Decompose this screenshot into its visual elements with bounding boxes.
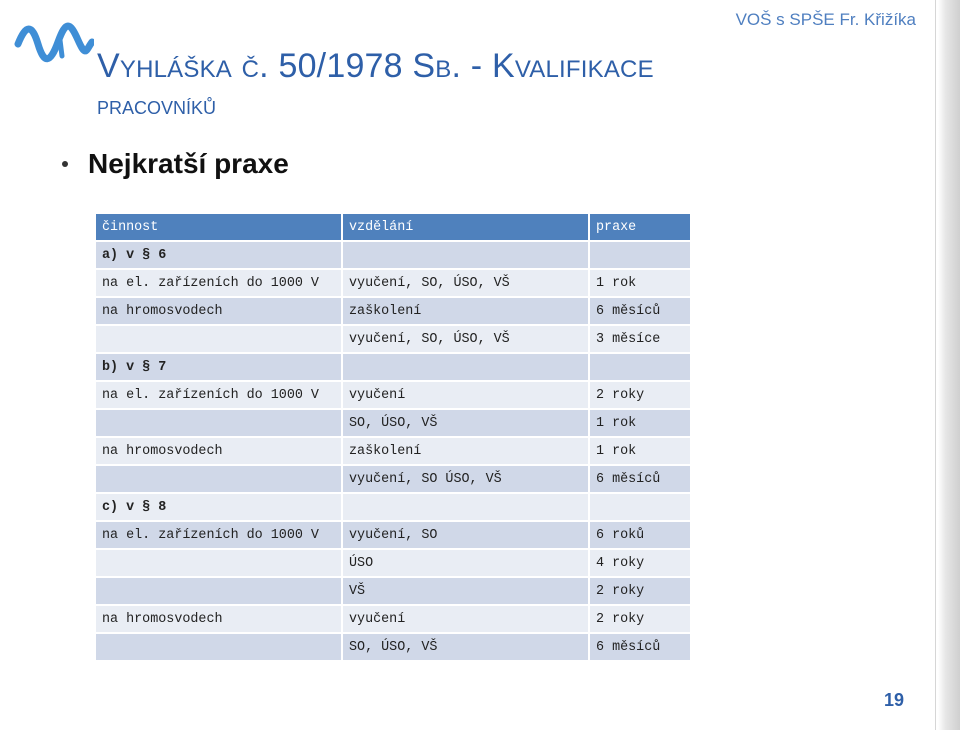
table-cell: 2 roky xyxy=(589,381,691,409)
bullet-dot-icon xyxy=(62,161,68,167)
table-cell: VŠ xyxy=(342,577,589,605)
table-row xyxy=(95,409,691,437)
table-row-section xyxy=(95,353,691,381)
table-cell: na el. zařízeních do 1000 V xyxy=(95,381,342,409)
table-cell: zaškolení xyxy=(342,437,589,465)
table-cell xyxy=(95,409,342,437)
table-cell xyxy=(589,241,691,269)
table-row xyxy=(95,521,691,549)
table-cell xyxy=(342,353,589,381)
table-cell: vyučení, SO, ÚSO, VŠ xyxy=(342,325,589,353)
table-cell: c) v § 8 xyxy=(95,493,342,521)
column-header-praxe: praxe xyxy=(589,213,691,241)
table-cell: na hromosvodech xyxy=(95,437,342,465)
table-cell: vyučení, SO, ÚSO, VŠ xyxy=(342,269,589,297)
table-cell: 1 rok xyxy=(589,409,691,437)
bullet-text: Nejkratší praxe xyxy=(88,148,289,179)
table-row xyxy=(95,381,691,409)
table-cell: zaškolení xyxy=(342,297,589,325)
slide-title xyxy=(97,44,797,122)
table-cell xyxy=(342,493,589,521)
table-row xyxy=(95,549,691,577)
table-cell xyxy=(589,353,691,381)
table-row xyxy=(95,437,691,465)
table-row-section xyxy=(95,493,691,521)
table-cell: vyučení xyxy=(342,605,589,633)
school-brand: VOŠ s SPŠE Fr. Křižíka xyxy=(735,10,916,29)
table-cell xyxy=(95,549,342,577)
table-row xyxy=(95,465,691,493)
table-cell: 6 měsíců xyxy=(589,465,691,493)
table-cell: 6 měsíců xyxy=(589,633,691,661)
table-cell: 1 rok xyxy=(589,437,691,465)
table-row xyxy=(95,577,691,605)
table-cell xyxy=(95,577,342,605)
table-cell: SO, ÚSO, VŠ xyxy=(342,633,589,661)
table-cell xyxy=(342,241,589,269)
slide-edge-line xyxy=(935,0,936,730)
table-row xyxy=(95,633,691,661)
table-cell: na el. zařízeních do 1000 V xyxy=(95,269,342,297)
table-cell: SO, ÚSO, VŠ xyxy=(342,409,589,437)
table-cell xyxy=(95,325,342,353)
table-cell: 6 měsíců xyxy=(589,297,691,325)
table-cell xyxy=(589,493,691,521)
table-cell: vyučení xyxy=(342,381,589,409)
table-cell: 3 měsíce xyxy=(589,325,691,353)
table-row xyxy=(95,605,691,633)
slide-edge-shadow xyxy=(938,0,960,730)
praxe-table xyxy=(95,213,691,661)
table-cell: na hromosvodech xyxy=(95,297,342,325)
column-header-cinnost: činnost xyxy=(95,213,342,241)
table-cell: na hromosvodech xyxy=(95,605,342,633)
table-cell: ÚSO xyxy=(342,549,589,577)
table-cell: 1 rok xyxy=(589,269,691,297)
table-cell: 6 roků xyxy=(589,521,691,549)
table-row xyxy=(95,297,691,325)
table-cell: a) v § 6 xyxy=(95,241,342,269)
table-header-row xyxy=(95,213,691,241)
table-row xyxy=(95,269,691,297)
table-cell: b) v § 7 xyxy=(95,353,342,381)
table-cell xyxy=(95,633,342,661)
table-cell: vyučení, SO ÚSO, VŠ xyxy=(342,465,589,493)
table-cell: 4 roky xyxy=(589,549,691,577)
table-cell xyxy=(95,465,342,493)
table-row-section xyxy=(95,241,691,269)
bullet-item xyxy=(62,148,289,180)
table-cell: 2 roky xyxy=(589,577,691,605)
column-header-vzdelani: vzdělání xyxy=(342,213,589,241)
table-cell: 2 roky xyxy=(589,605,691,633)
wave-logo-icon xyxy=(14,14,94,70)
table-cell: na el. zařízeních do 1000 V xyxy=(95,521,342,549)
table-cell: vyučení, SO xyxy=(342,521,589,549)
slide-title-line1: Vyhláška č. 50/1978 Sb. - Kvalifikace xyxy=(97,47,654,85)
slide-title-line2: pracovníků xyxy=(97,90,217,120)
table-row xyxy=(95,325,691,353)
page-number: 19 xyxy=(883,690,904,710)
